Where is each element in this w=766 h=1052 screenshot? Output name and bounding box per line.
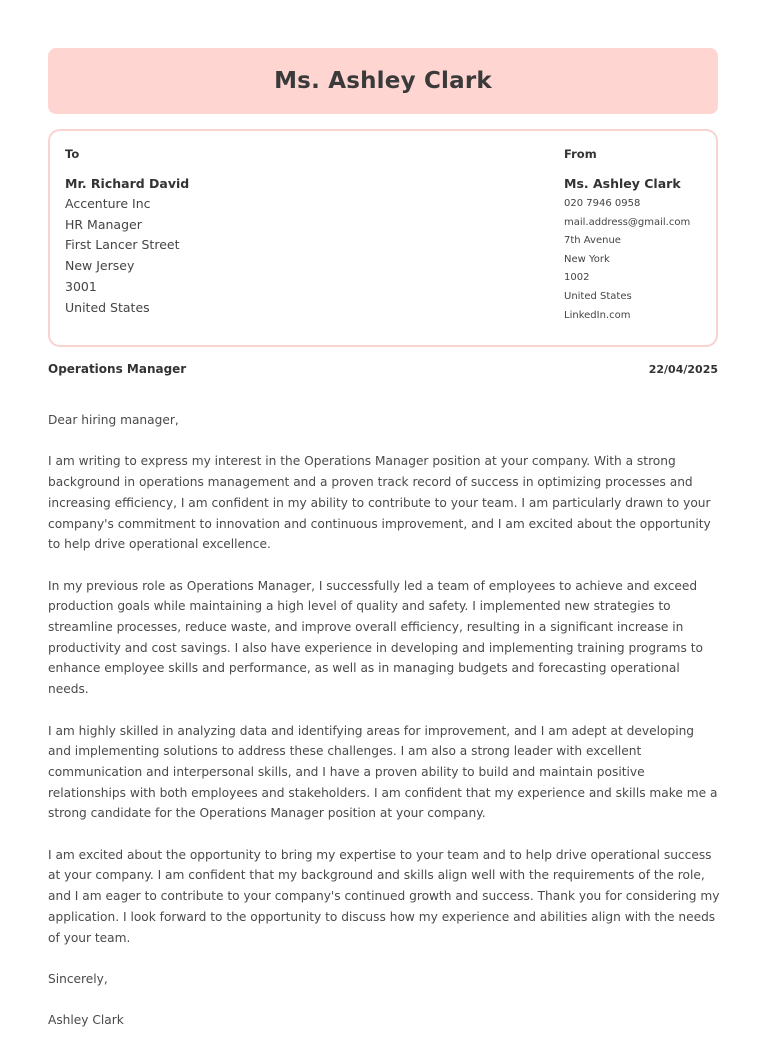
sender-zip: 1002 [564, 272, 590, 284]
signature: Ashley Clark [48, 1013, 124, 1028]
sender-block [564, 147, 714, 325]
header-banner [48, 48, 718, 114]
letter-body [48, 410, 720, 1052]
recipient-state: New Jersey [65, 258, 135, 274]
recipient-country: United States [65, 299, 150, 315]
recipient-title: HR Manager [65, 216, 142, 232]
sender-city: New York [564, 253, 610, 265]
sender-phone: 020 7946 0958 [564, 198, 641, 209]
sender-linkedin: LinkedIn.com [564, 309, 631, 321]
paragraph-2: In my previous role as Operations Manager, I successfully led a team of employees to achieve and exceed production goals while maintaining a high level of quality and safety. I implemented new strategies to streamline processes, reduce waste, and improve overall efficiency, resulting in a significant increase in productivity and cost savings. I also have experience in developing and implementing training programs to enhance employee skills and performance, as well as in managing budgets and forecasting operational needs. [48, 578, 703, 697]
recipient-zip: 3001 [65, 278, 97, 294]
recipient-name: Mr. Richard David [65, 176, 190, 191]
position-title: Operations Manager [48, 362, 187, 376]
applicant-name: Ms. Ashley Clark [274, 68, 492, 94]
paragraph-3: I am highly skilled in analyzing data and identifying areas for improvement, and I am adept at developing and implementing solutions to address these challenges. I am also a strong leader with excellent communication and interpersonal skills, and I have a proven ability to build and maintain positive relationships with both employees and stakeholders. I am confident that my experience and skills make me a strong candidate for the Operations Manager position at your company. [48, 723, 718, 821]
letter-date: 22/04/2025 [648, 362, 718, 376]
recipient-block [65, 147, 365, 318]
recipient-street: First Lancer Street [65, 237, 180, 253]
recipient-label: To [65, 147, 80, 161]
paragraph-4: I am excited about the opportunity to bring my expertise to your team and to help drive operational success at your company. I am confident that my background and skills align well with the requirements of the role, and I am eager to contribute to your company's continued growth and success. Thank you for considering my application. I look forward to the opportunity to discuss how my experience and abilities align with the needs of your team. [48, 847, 720, 945]
closing: Sincerely, [48, 971, 108, 986]
address-box [48, 129, 718, 347]
sender-label: From [564, 147, 597, 161]
sender-email: mail.address@gmail.com [564, 216, 691, 228]
sender-street: 7th Avenue [564, 235, 621, 247]
sender-name: Ms. Ashley Clark [564, 176, 681, 191]
meta-row [48, 362, 718, 376]
recipient-company: Accenture Inc [65, 196, 151, 211]
paragraph-1: I am writing to express my interest in the Operations Manager position at your company. With a strong background in operations management and a proven track record of success in optimizing processes and increasing efficiency, I am confident in my ability to contribute to your team. I am particularly drawn to your company's commitment to innovation and continuous improvement, and I am excited about the opportunity to help drive operational excellence. [48, 454, 711, 552]
greeting: Dear hiring manager, [48, 413, 179, 427]
sender-country: United States [564, 290, 632, 302]
